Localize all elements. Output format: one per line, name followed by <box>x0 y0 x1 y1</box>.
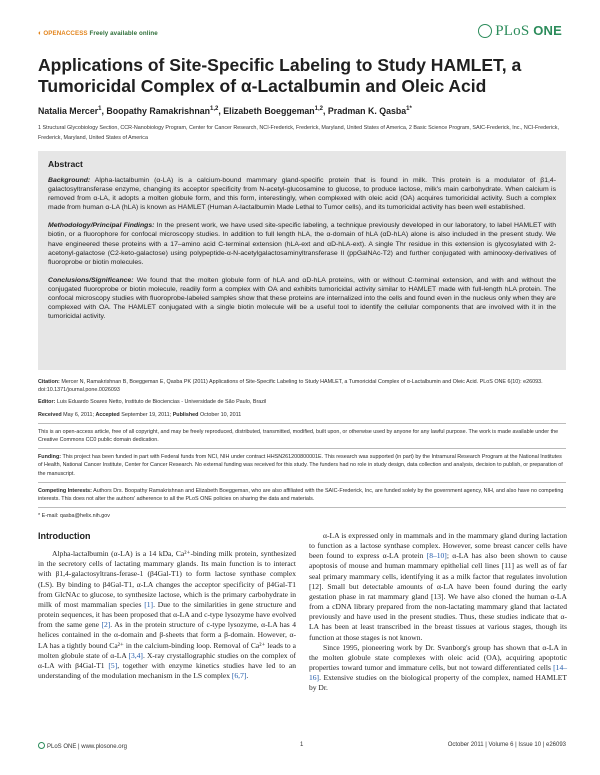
access-text: ACCESS <box>61 30 88 37</box>
author-list: Natalia Mercer$^1$, Boopathy Ramakrishnan$^{1,2}$, Elizabeth Boeggeman$^{1,2}$, Pradman K. Qasba$^{1*}$ <box>38 106 412 116</box>
intro-heading: Introduction <box>38 531 91 541</box>
abstract-methods: Methodology/Principal Findings: In the present work, we have used site-specific labeling, a technique previously developed in our laboratory, to label HAMLET with biotin, or a fluorophore for confocal microscopy studies. In addition to full length hLA, the α-domain of hLA (αD-hLA) alone is also included in the present study. We have engineered these proteins with a 17–amino acid C-terminal extension (hLA-ext and αD-hLA-ext). A single Thr residue in this extension is glycosylated with 2-acetonyl-galactose (C2-keto-galactose) using polypeptide-α-N-acetylgalactosaminyltransferase II (ppGalNAc-T2) and further conjugated with aminooxy-derivatives of fluoroprobe or biotin molecules. <box>48 222 556 266</box>
funding: Funding: This project has been funded in part with Federal funds from NCI, NIH under contract HHSN261200800001E. This research was supported (in part) by the Intramural Research Program at the National Institutes of Health, National Cancer Institute, Center for Cancer Research. No external funding was received for this study. The funders had no role in study design, data collection and analysis, decision to publish, or preparation of the manuscript. <box>38 454 563 477</box>
divider <box>38 482 566 483</box>
divider <box>38 507 566 508</box>
author-name[interactable]: Boopathy Ramakrishnan <box>106 106 211 116</box>
open-access-badge[interactable]: ◐OPENACCESS Freely available online <box>38 30 158 37</box>
abstract-conclusions: Conclusions/Significance: We found that the molten globule form of hLA and αD-hLA proteins, with or without C-terminal extension, and with and without the conjugated fluoroprobe or biotin molecule, readily form a complex with OA and exhibits tumoricidal activity similar to HAMLET made with full-length hLA protein. The confocal microscopy studies with fluoroprobe-labeled samples show that these proteins are internalized into the cells and found even in the nucleus only when they are complexed with OA. The HAMLET conjugated with a single biotin molecule will be a useful tool to identify the cellular components that are involved with it in the tumoricidal activity. <box>48 276 556 321</box>
abstract-box <box>38 151 566 370</box>
plos-circle-icon <box>38 742 45 749</box>
author-affil-marker: 1,2 <box>210 106 219 113</box>
open-lock-icon: ◐ <box>38 30 43 37</box>
article-metadata <box>38 378 566 524</box>
author-affil-marker: 1,2 <box>314 106 324 113</box>
intro-right-column <box>309 531 567 694</box>
editor: Editor: Luis Eduardo Soares Netto, Instituto de Biociencias - Universidade de São Paulo, Brazil <box>38 399 267 406</box>
author-affil-marker: 1 <box>98 106 102 113</box>
author-name[interactable]: Pradman K. Qasba <box>327 106 407 116</box>
author-name[interactable]: Elizabeth Boeggeman <box>223 106 315 116</box>
journal-header-bar <box>38 20 562 42</box>
reference-link[interactable]: [2] <box>101 620 111 630</box>
author-name[interactable]: Natalia Mercer <box>38 106 99 116</box>
competing-interests: Competing Interests: Authors Drs. Boopathy Ramakrishnan and Elizabeth Boeggeman, who are also affiliated with the SAIC-Frederick, Inc, are funded solely by the government agency, NIH, and also have no competing interests. This does not alter the authors' adherence to all the PLoS ONE policies on sharing the data and materials. <box>38 487 564 503</box>
corresponding-email[interactable]: * E-mail: qasba@helix.nih.gov <box>38 513 110 520</box>
issue-info: October 2011 | Volume 6 | Issue 10 | e26093 <box>447 742 566 748</box>
reference-link[interactable]: [6,7] <box>231 671 247 681</box>
footer-journal: PLoS ONE <box>47 744 77 750</box>
plos-circle-icon <box>478 24 492 38</box>
abstract-heading: Abstract <box>48 159 83 169</box>
page-number: 1 <box>300 742 304 748</box>
footer-site-link[interactable]: | www.plosone.org <box>76 744 127 750</box>
affiliations: 1 Structural Glycobiology Section, CCR-Nanobiology Program, Center for Cancer Research, NCI-Frederick, Frederick, Maryland, United States of America, 2 Basic Science Program, SAIC-Frederick, Inc., NCI-Frederick, Frederick, Maryland, United States of America <box>38 125 559 141</box>
reference-link[interactable]: [14–16] <box>309 663 567 683</box>
divider <box>38 448 566 449</box>
dates: Received May 6, 2011; Accepted September 19, 2011; Published October 10, 2011 <box>38 411 242 418</box>
license: This is an open-access article, free of all copyright, and may be freely reproduced, distributed, transmitted, modified, built upon, or otherwise used by anyone for any lawful purpose. The work is made available under the Creative Commons CC0 public domain dedication. <box>38 428 559 444</box>
abstract-background: Background: Alpha-lactalbumin (α-LA) is a calcium-bound mammary gland-specific protein that is found in milk. This protein is a modulator of β1,4-galactosyltransferase enzyme, changing its acceptor specificity from N-acetyl-glucosamine to glucose, to produce lactose, milk's main carbohydrate. When calcium is removed from α-LA, it adopts a molten globule form, and this form, interestingly, when complexed with oleic acid (OA) acquires tumoricidal activity. Such a complex made from human α-LA (hLA) is known as HAMLET (Human A-lactalbumin Made Lethal to Tumor cells), and its tumoricidal activity has been well established. <box>48 177 556 212</box>
logo-plos-text: PLoS <box>495 22 530 39</box>
intro-left-column <box>38 531 296 681</box>
intro-paragraph: α-LA is expressed only in mammals and in the mammary gland during lactation to function as a lactose synthase complex. However, some breast cancer cells have been found to express α-LA protein [8–10]; α-LA has also been shown to cause apoptosis of mouse and human mammary epithelial cell lines [11] as well as of far seal primary mammary cells, identifying it as a milk factor that regulates involution [12]. Small but detectable amounts of α-LA have been found during the early gestation phase in rat mammary gland [13]. We have also cloned the human α-LA from a cDNA library prepared from the non-lactating mammary gland that lactated previously and have used in the present studies. Thus, these studies indicate that α-LA has been at least transcribed in the breast tissues at various stages, though its function at those stages is not known. <box>309 531 567 642</box>
citation: Citation: Mercer N, Ramakrishnan B, Boeggeman E, Qasba PK (2011) Applications of Site-Specific Labeling to Study HAMLET, a Tumoricidal Complex of α-Lactalbumin and Oleic Acid. PLoS ONE 6(10): e26093. doi:10.1371/journal.pone.0026093 <box>38 379 543 394</box>
divider <box>38 423 566 424</box>
reference-link[interactable]: [1] <box>144 599 154 609</box>
logo-one-text: ONE <box>529 22 562 38</box>
intro-paragraph: Alpha-lactalbumin (α-LA) is a 14 kDa, Ca²⁺-binding milk protein, synthesized in the secretory cells of lactating mammary glands. Its main function is to interact with β1,4-galactosyltrans-ferase-1 (β4Gal-T1) to form lactose synthase complex (LS). By binding to β4Gal-T1, α-LA changes the acceptor specificity of β4Gal-T1 from GlcNAc to glucose, to synthesize lactose, which is the primary carbohydrate in milk of most mammalian species [1]. Due to the similarities in gene structure and protein sequences, it has been proposed that α-LA and c-type lysozyme have evolved from the same gene [2]. As in the protein structure of c-type lysozyme, α-LA has 4 helices contained in the α-domain and β-sheets that form a β-domain. However, α-LA has a tightly bound Ca²⁺ in the calcium-binding loop. Removal of Ca²⁺ leads to a molten globule state of α-LA [3,4]. X-ray crystallographic studies on the complex of α-LA with β4Gal-T1 [5], together with enzyme kinetics studies have led to an understanding of the modulation mechanism in the LS complex [6,7]. <box>38 549 296 681</box>
author-affil-marker: 1* <box>406 106 412 113</box>
page-footer <box>38 742 566 754</box>
reference-link[interactable]: [8–10] <box>426 551 447 561</box>
intro-paragraph: Since 1995, pioneering work by Dr. Svanborg's group has shown that α-LA in the molten globule state complexes with oleic acid (OA), acquiring apoptotic properties toward tumor and immature cells, but not toward differentiated cells [14–16]. Extensive studies on the biological property of the complex, named HAMLET by Dr. <box>309 642 567 693</box>
plos-one-logo[interactable] <box>478 20 562 42</box>
reference-link[interactable]: [3,4] <box>128 650 143 660</box>
freely-available-text: Freely available online <box>87 30 158 37</box>
article-title: Applications of Site-Specific Labeling to Study HAMLET, a Tumoricidal Complex of α-Lactalbumin and Oleic Acid <box>38 55 522 96</box>
reference-link[interactable]: [5] <box>108 660 118 670</box>
